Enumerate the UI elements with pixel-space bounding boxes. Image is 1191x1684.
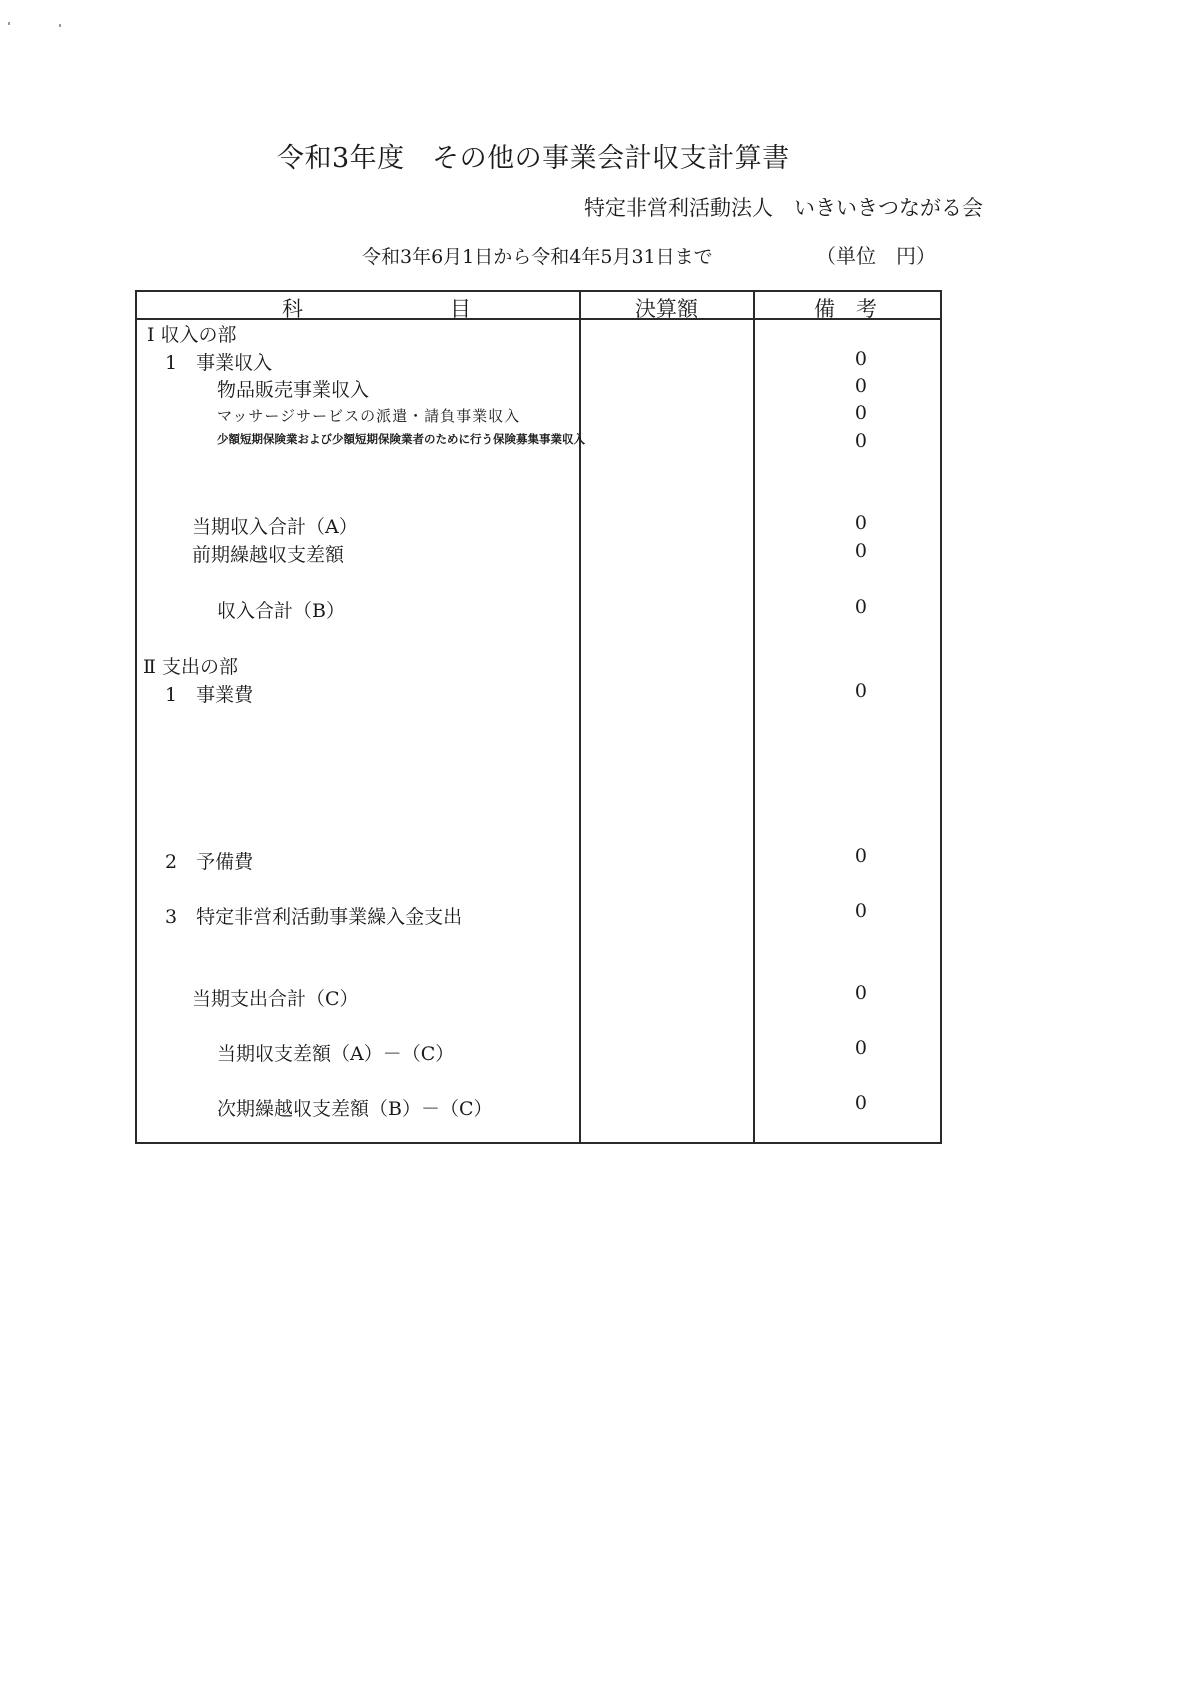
row-amount: 0 bbox=[854, 900, 867, 922]
row-amount: 0 bbox=[854, 982, 867, 1004]
row-label: 1 事業費 bbox=[165, 684, 254, 706]
scan-speck bbox=[8, 22, 10, 25]
income-expenditure-table bbox=[135, 290, 942, 1144]
row-amount: 0 bbox=[854, 596, 867, 618]
header-amount: 決算額 bbox=[635, 297, 698, 321]
header-remarks: 備 考 bbox=[814, 297, 877, 321]
row-amount: 0 bbox=[854, 402, 867, 424]
row-label: 次期繰越収支差額（B）－（C） bbox=[217, 1098, 493, 1120]
row-amount: 0 bbox=[854, 1037, 867, 1059]
scan-speck bbox=[59, 24, 61, 27]
currency-unit: （単位 円） bbox=[816, 244, 936, 268]
fiscal-period: 令和3年6月1日から令和4年5月31日まで bbox=[362, 246, 713, 268]
column-divider bbox=[579, 292, 581, 1142]
row-amount: 0 bbox=[854, 1092, 867, 1114]
row-label: 1 事業収入 bbox=[165, 352, 273, 374]
section-income: Ⅰ 収入の部 bbox=[147, 324, 237, 346]
row-label-total-a: 当期収入合計（A） bbox=[192, 516, 358, 538]
header-item: 科 目 bbox=[282, 297, 471, 321]
document-title: 令和3年度 その他の事業会計収支計算書 bbox=[277, 143, 790, 174]
row-amount: 0 bbox=[854, 540, 867, 562]
section-expenditure: Ⅱ 支出の部 bbox=[143, 656, 238, 678]
row-amount: 0 bbox=[854, 430, 867, 452]
row-label-total-b: 収入合計（B） bbox=[217, 600, 345, 622]
row-amount: 0 bbox=[854, 375, 867, 397]
row-amount: 0 bbox=[854, 348, 867, 370]
row-label: 前期繰越収支差額 bbox=[192, 544, 345, 566]
row-amount: 0 bbox=[854, 680, 867, 702]
row-amount: 0 bbox=[854, 845, 867, 867]
row-label: 当期収支差額（A）－（C） bbox=[217, 1043, 455, 1065]
row-label: 3 特定非営利活動事業繰入金支出 bbox=[165, 906, 463, 928]
row-label: 物品販売事業収入 bbox=[217, 379, 370, 401]
row-label-total-c: 当期支出合計（C） bbox=[192, 988, 359, 1010]
row-amount: 0 bbox=[854, 512, 867, 534]
row-label: 2 予備費 bbox=[165, 851, 254, 873]
row-label: 少額短期保険業および少額短期保険業者のために行う保険募集事業収入 bbox=[217, 432, 585, 446]
organization-name: 特定非営利活動法人 いきいきつながる会 bbox=[584, 196, 983, 220]
row-label: マッサージサービスの派遣・請負事業収入 bbox=[217, 407, 521, 425]
